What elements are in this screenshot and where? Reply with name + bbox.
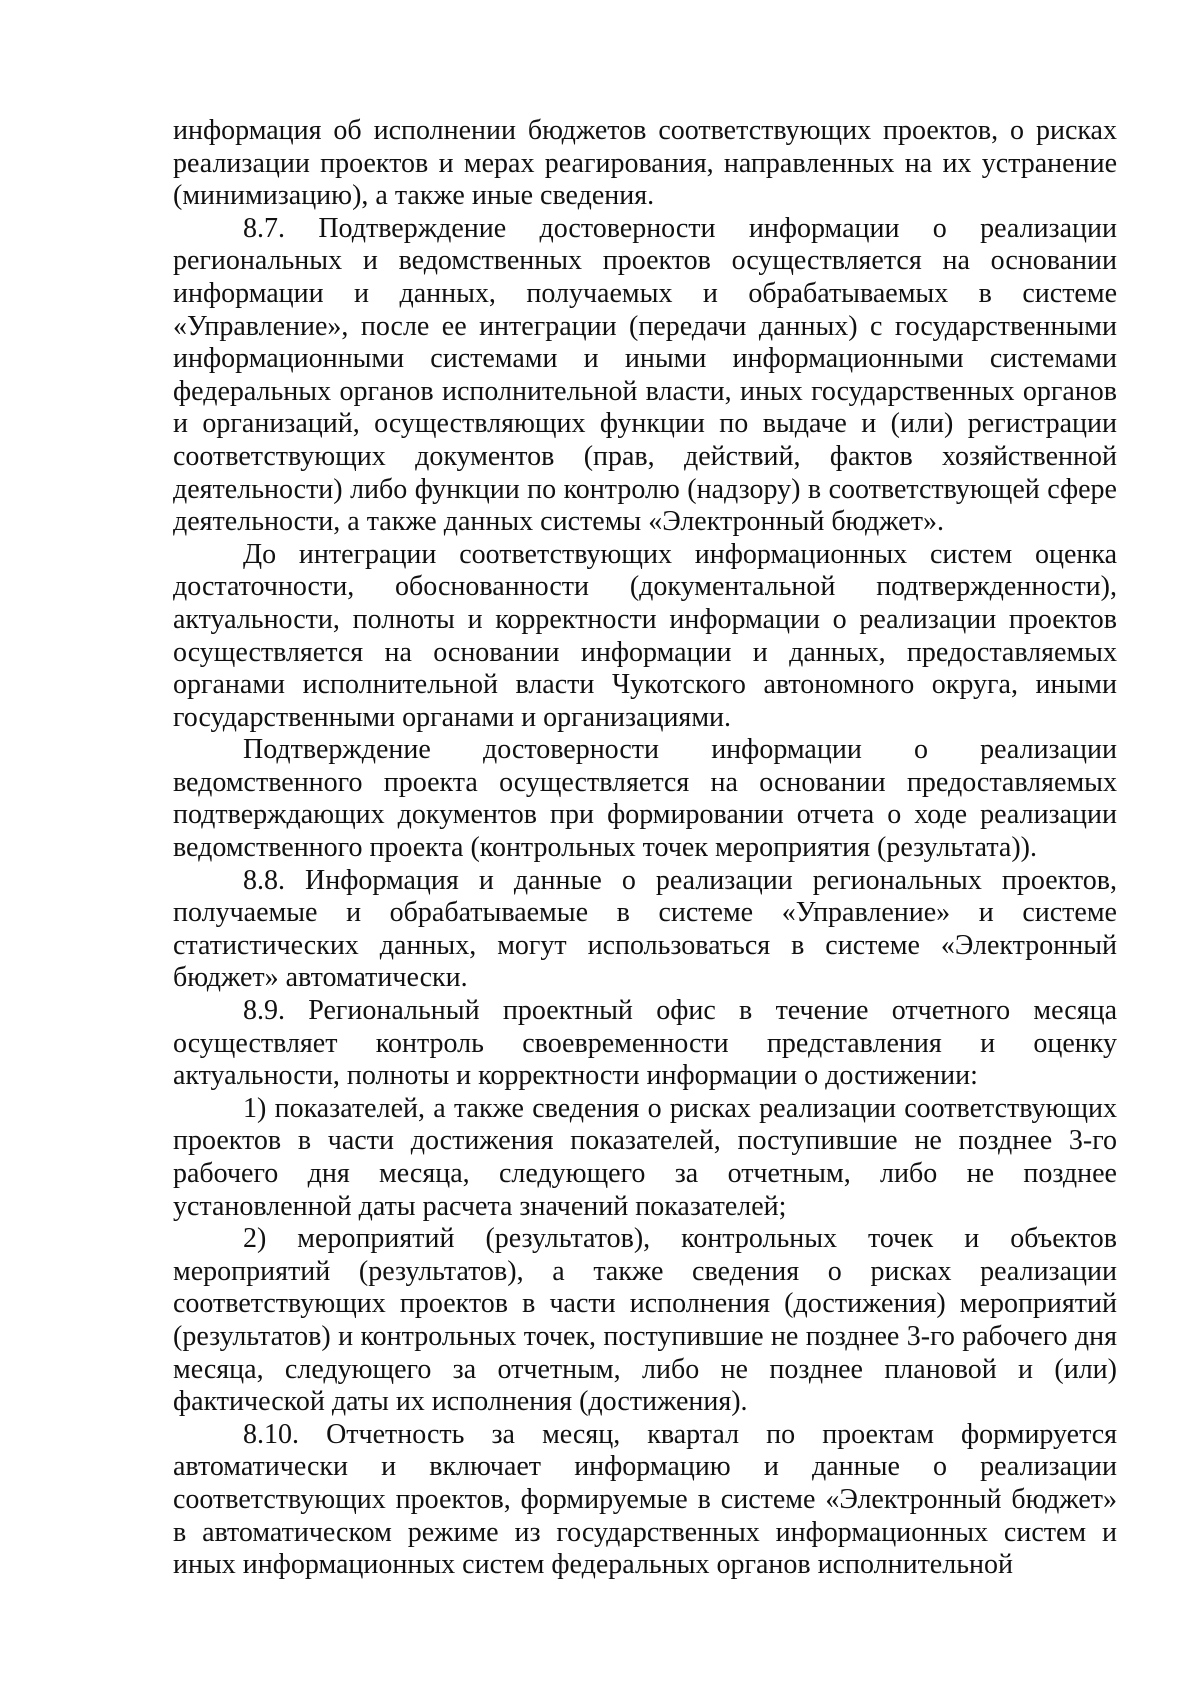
paragraph-8-9: 8.9. Региональный проектный офис в течение отчетного месяца осуществляет контроль своевременности представления и оценку актуальности, полноты и корректности информации о достижении:: [173, 995, 1117, 1092]
paragraph-8-8: 8.8. Информация и данные о реализации региональных проектов, получаемые и обрабатываемые в системе «Управление» и системе статистических данных, могут использоваться в системе «Электронный бюджет» автоматически.: [173, 864, 1117, 994]
paragraph-departmental-confirmation: Подтверждение достоверности информации о реализации ведомственного проекта осуществляется на основании предоставляемых подтверждающих документов при формировании отчета о ходе реализации ведомственного проекта (контрольных точек мероприятия (результата)).: [173, 734, 1117, 864]
paragraph-8-10: 8.10. Отчетность за месяц, квартал по проектам формируется автоматически и включает информацию и данные о реализации соответствующих проектов, формируемые в системе «Электронный бюджет» в автоматическом режиме из государственных информационных систем и иных информационных систем федеральных органов исполнительной: [173, 1418, 1117, 1581]
list-item-1-indicators: 1) показателей, а также сведения о рисках реализации соответствующих проектов в части достижения показателей, поступившие не позднее 3-го рабочего дня месяца, следующего за отчетным, либо не позднее установленной даты расчета значений показателей;: [173, 1092, 1117, 1222]
paragraph-8-7: 8.7. Подтверждение достоверности информации о реализации региональных и ведомственных проектов осуществляется на основании информации и данных, получаемых и обрабатываемых в системе «Управление», после ее интеграции (передачи данных) с государственными информационными системами и иными информационными системами федеральных органов исполнительной власти, иных государственных органов и организаций, осуществляющих функции по выдаче и (или) регистрации соответствующих документов (прав, действий, фактов хозяйственной деятельности) либо функции по контролю (надзору) в соответствующей сфере деятельности, а также данных системы «Электронный бюджет».: [173, 212, 1117, 538]
paragraph-before-integration: До интеграции соответствующих информационных систем оценка достаточности, обоснованности (документальной подтвержденности), актуальности, полноты и корректности информации о реализации проектов осуществляется на основании информации и данных, предоставляемых органами исполнительной власти Чукотского автономного округа, иными государственными органами и организациями.: [173, 538, 1117, 733]
paragraph-continuation: информация об исполнении бюджетов соответствующих проектов, о рисках реализации проектов и мерах реагирования, направленных на их устранение (минимизацию), а также иные сведения.: [173, 115, 1117, 212]
document-body: [173, 115, 1117, 1582]
list-item-2-measures: 2) мероприятий (результатов), контрольных точек и объектов мероприятий (результатов), а также сведения о рисках реализации соответствующих проектов в части исполнения (достижения) мероприятий (результатов) и контрольных точек, поступившие не позднее 3-го рабочего дня месяца, следующего за отчетным, либо не позднее плановой и (или) фактической даты их исполнения (достижения).: [173, 1223, 1117, 1418]
